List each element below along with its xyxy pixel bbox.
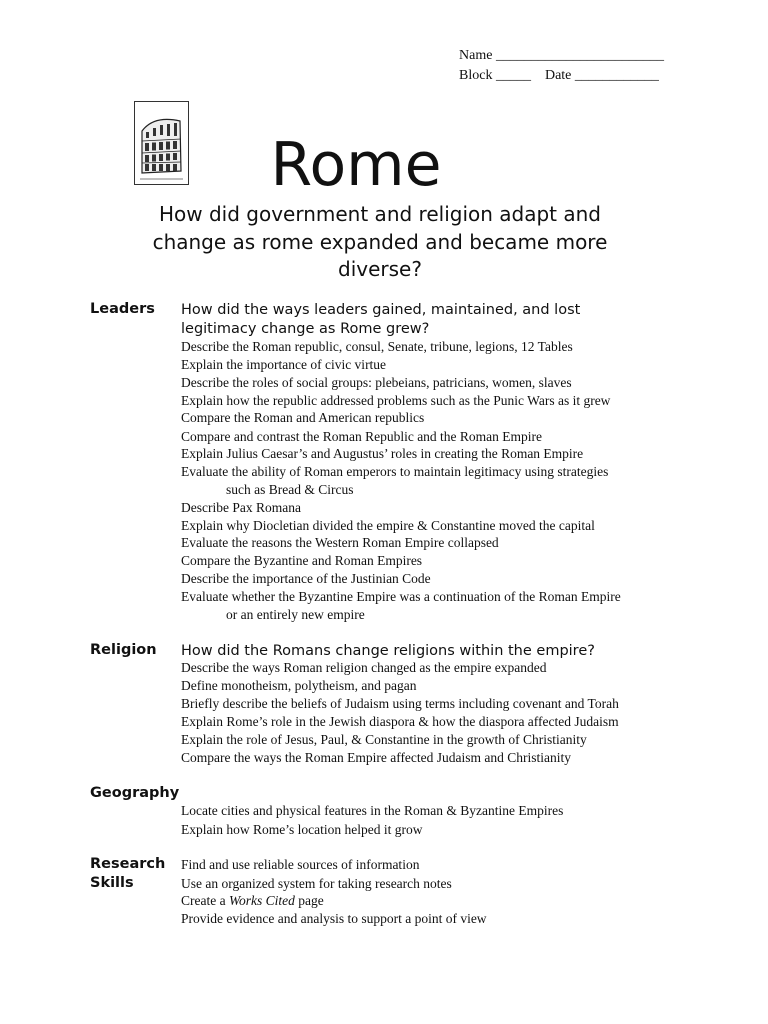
list-item: Compare the Byzantine and Roman Empires (181, 553, 423, 568)
list-item: Describe the importance of the Justinian Code (181, 571, 431, 586)
list-item: Explain why Diocletian divided the empire & Constantine moved the capital (181, 518, 595, 533)
section-label-religion: Religion (90, 642, 157, 658)
name-row (459, 46, 664, 66)
student-info-header (459, 46, 664, 86)
list-item: Explain Julius Caesar’s and Augustus’ roles in creating the Roman Empire (181, 446, 584, 461)
section-label-geography: Geography (90, 785, 180, 801)
list-item: Describe Pax Romana (181, 500, 301, 515)
list-item: Evaluate the reasons the Western Roman Empire collapsed (181, 535, 499, 550)
list-item: Evaluate the ability of Roman emperors to maintain legitimacy using strategies (181, 464, 609, 479)
list-item: Define monotheism, polytheism, and pagan (181, 678, 417, 693)
date-field[interactable]: ____________ (574, 68, 659, 83)
list-item: Explain how Rome’s location helped it grow (181, 822, 423, 837)
list-item: Explain the role of Jesus, Paul, & Constantine in the growth of Christianity (181, 732, 587, 747)
block-date-row (459, 66, 664, 86)
works-cited-suffix: page (298, 893, 324, 908)
block-label: Block (459, 68, 493, 83)
list-item: Compare and contrast the Roman Republic and the Roman Empire (181, 429, 543, 444)
page-title: Rome (270, 130, 442, 200)
section-label-skills: Skills (90, 875, 134, 891)
name-label: Name (459, 48, 493, 63)
list-item: Compare the ways the Roman Empire affected Judaism and Christianity (181, 750, 572, 765)
list-item: Describe the roles of social groups: plebeians, patricians, women, slaves (181, 375, 572, 390)
list-item: Use an organized system for taking research notes (181, 876, 452, 891)
name-field[interactable]: ________________________ (495, 48, 664, 63)
date-label: Date (544, 68, 572, 83)
list-item: Find and use reliable sources of information (181, 857, 420, 872)
section-question-religion: How did the Romans change religions within the empire? (181, 643, 595, 659)
works-cited-title: Works Cited (228, 893, 295, 908)
list-item: Evaluate whether the Byzantine Empire was a continuation of the Roman Empire (181, 589, 621, 604)
list-item: Explain the importance of civic virtue (181, 357, 387, 372)
section-question-leaders: How did the ways leaders gained, maintained, and lost legitimacy change as Rome grew? (181, 302, 581, 337)
list-item: such as Bread & Circus (226, 482, 354, 497)
list-item: Explain how the republic addressed problems such as the Punic Wars as it grew (181, 393, 611, 408)
list-item: or an entirely new empire (226, 607, 365, 622)
list-item: Explain Rome’s role in the Jewish diaspora & how the diaspora affected Judaism (181, 714, 619, 729)
works-cited-prefix: Create a (181, 893, 226, 908)
essential-question: How did government and religion adapt and change as rome expanded and became more diverse? (152, 202, 608, 281)
section-label-leaders: Leaders (90, 301, 155, 317)
block-field[interactable]: _____ (495, 68, 531, 83)
list-item: Briefly describe the beliefs of Judaism using terms including covenant and Torah (181, 696, 619, 711)
list-item: Provide evidence and analysis to support a point of view (181, 911, 487, 926)
list-item: Describe the Roman republic, consul, Senate, tribune, legions, 12 Tables (181, 339, 573, 354)
section-label-research: Research (90, 856, 166, 872)
list-item-works-cited (181, 892, 324, 910)
list-item: Compare the Roman and American republics (181, 410, 425, 425)
list-item: Locate cities and physical features in the Roman & Byzantine Empires (181, 803, 564, 818)
list-item: Describe the ways Roman religion changed as the empire expanded (181, 660, 547, 675)
